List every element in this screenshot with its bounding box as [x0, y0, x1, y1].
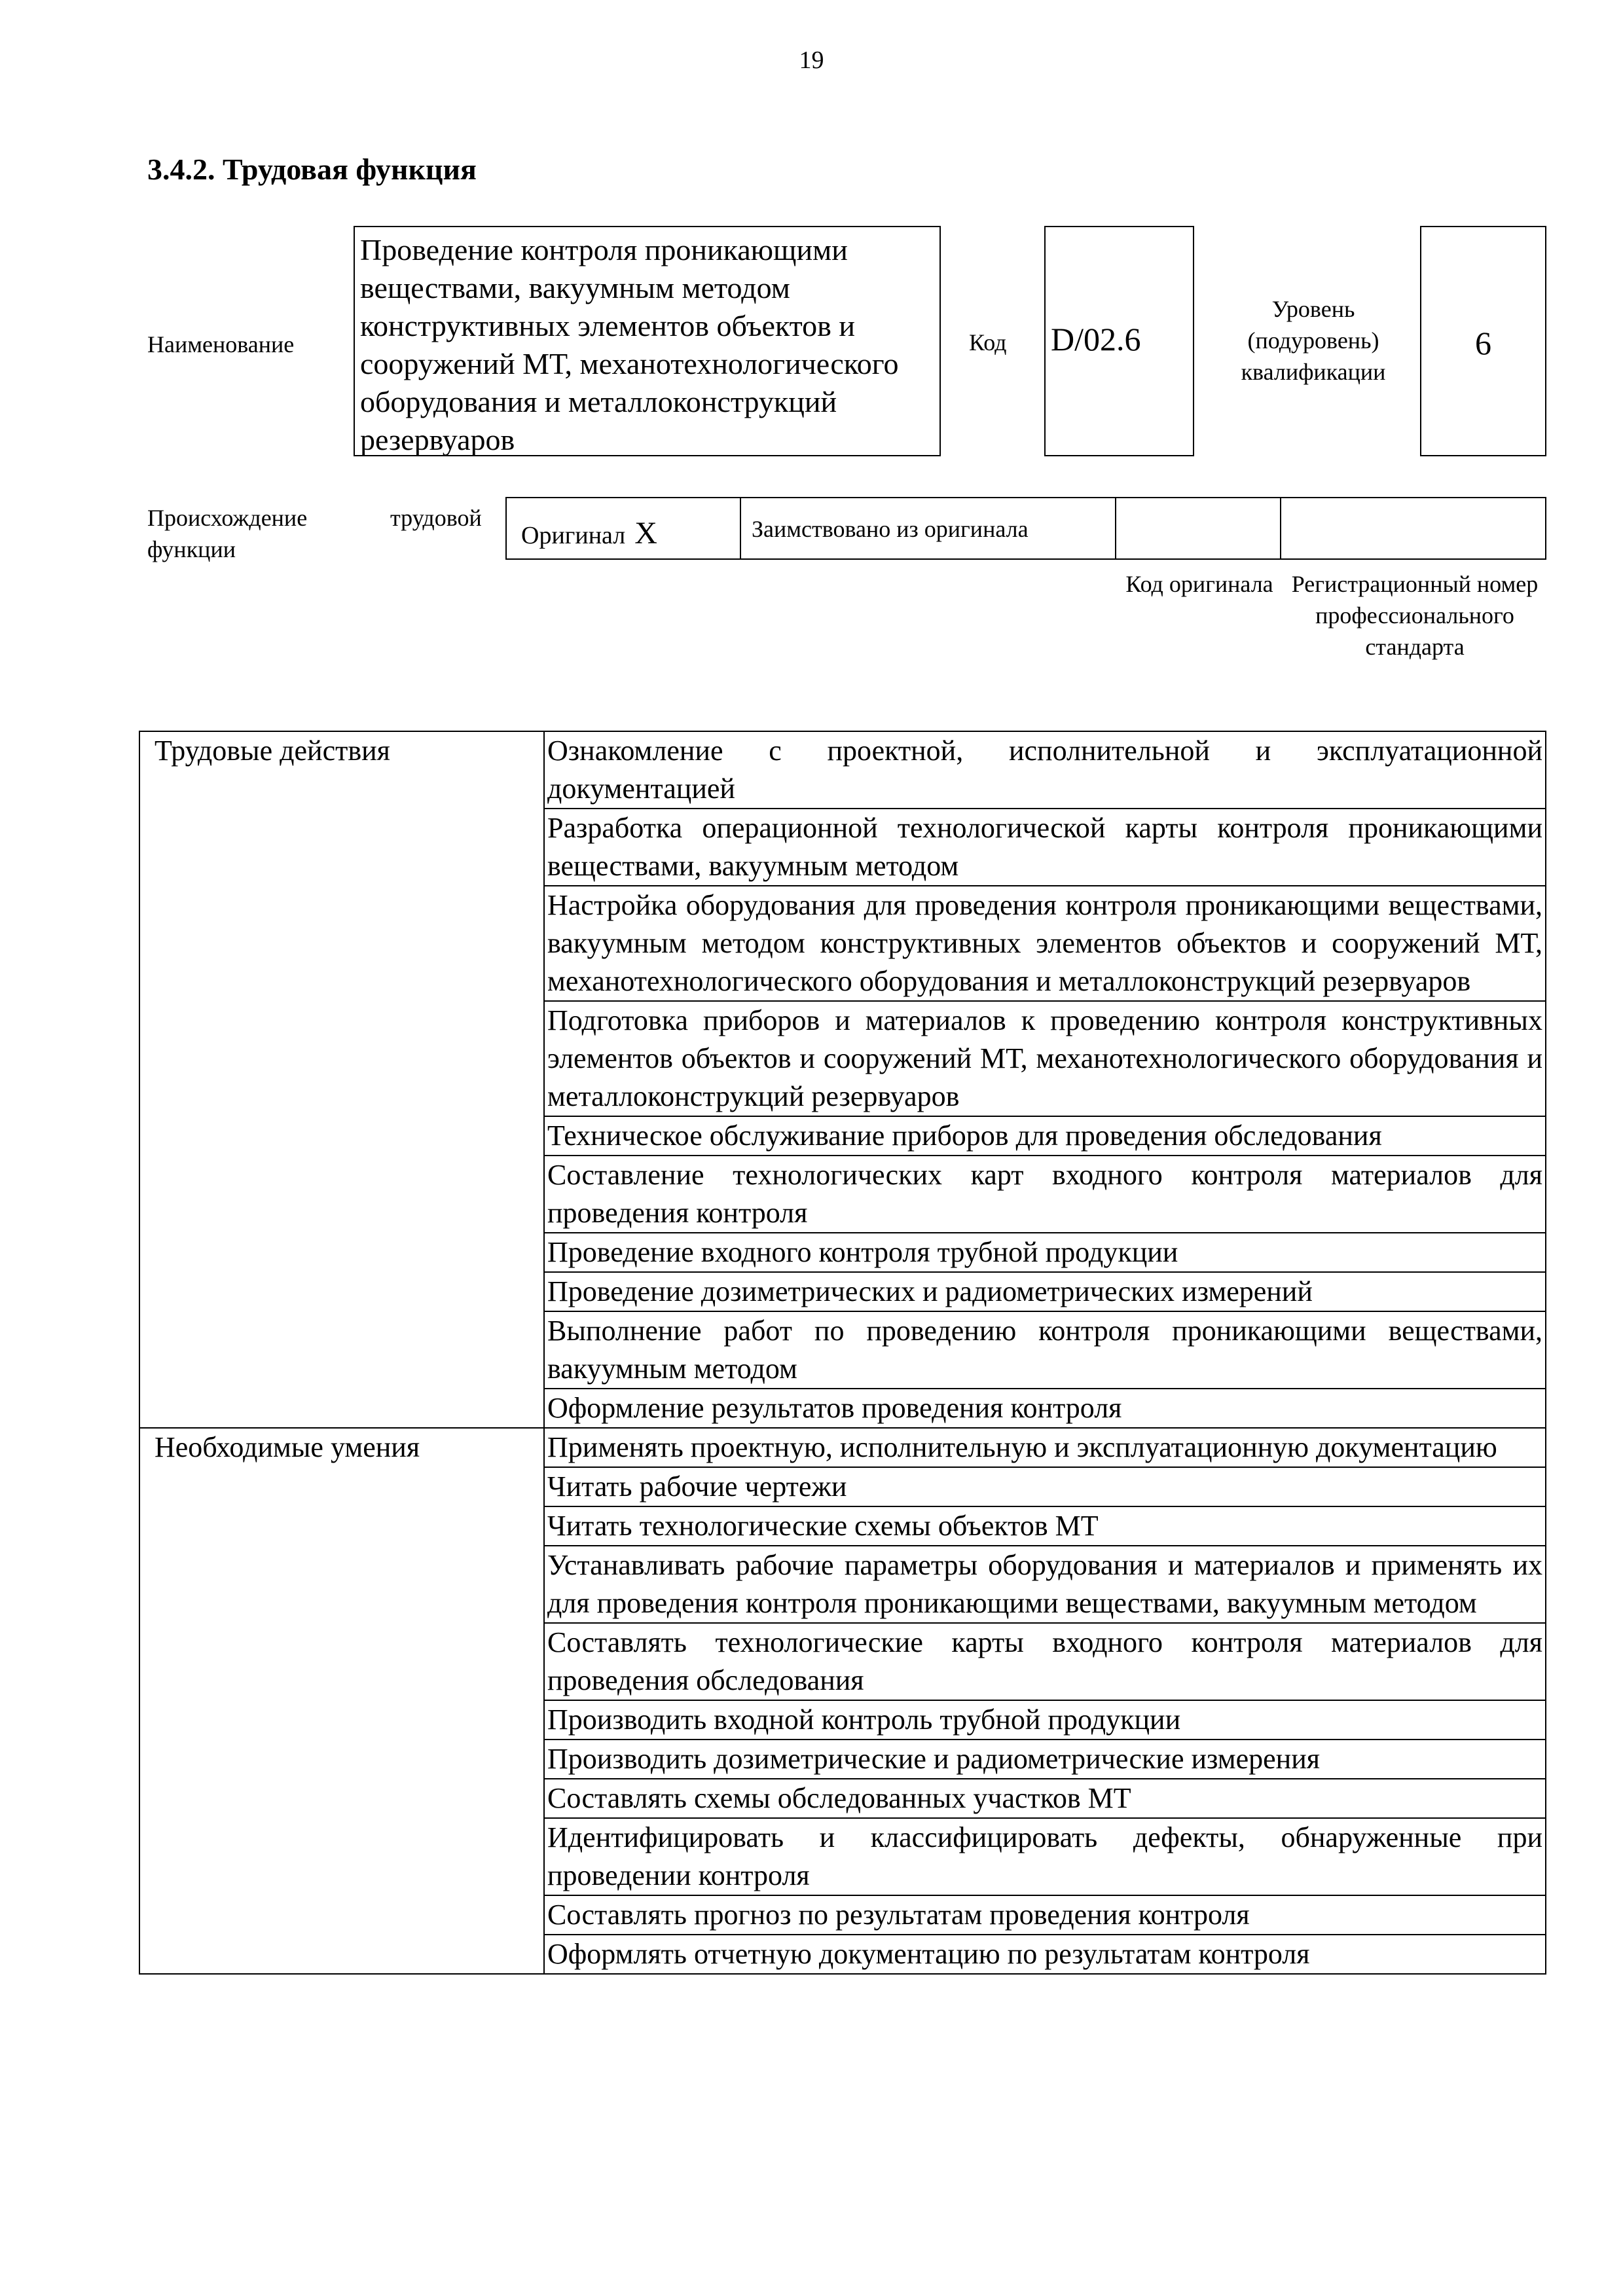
list-item: Выполнение работ по проведению контроля проникающими веществами, вакуумным методом — [544, 1311, 1546, 1389]
list-item: Настройка оборудования для проведения контроля проникающими веществами, вакуумным методом конструктивных элементов объектов и сооружений МТ, механотехнологического оборудования и металлоконструкций резервуаров — [544, 886, 1546, 1001]
list-item: Проведение дозиметрических и радиометрических измерений — [544, 1272, 1546, 1311]
origin-row — [505, 497, 1546, 560]
origin-label-part3: функции — [147, 536, 236, 562]
list-item: Читать рабочие чертежи — [544, 1467, 1546, 1506]
list-item: Идентифицировать и классифицировать дефекты, обнаруженные при проведении контроля — [544, 1818, 1546, 1895]
list-item: Оформление результатов проведения контроля — [544, 1389, 1546, 1428]
code-label: Код — [969, 329, 1007, 355]
origin-original-cell — [507, 498, 741, 558]
list-item: Производить входной контроль трубной продукции — [544, 1700, 1546, 1740]
caption-code-original: Код оригинала — [1125, 571, 1273, 597]
list-item: Составлять технологические карты входного контроля материалов для проведения обследования — [544, 1623, 1546, 1700]
list-item: Применять проектную, исполнительную и эксплуатационную документацию — [544, 1428, 1546, 1467]
list-item: Ознакомление с проектной, исполнительной и эксплуатационной документацией — [544, 731, 1546, 809]
list-item: Оформлять отчетную документацию по результатам контроля — [544, 1935, 1546, 1974]
origin-code-cell — [1116, 498, 1281, 558]
function-table — [139, 731, 1546, 1975]
original-label: Оригинал — [521, 522, 626, 549]
table-row — [139, 1428, 1546, 1467]
list-item: Подготовка приборов и материалов к проведению контроля конструктивных элементов объектов и сооружений МТ, механотехнологического оборудования и металлоконструкций резервуаров — [544, 1001, 1546, 1116]
list-item: Разработка операционной технологической карты контроля проникающими веществами, вакуумным методом — [544, 809, 1546, 886]
list-item: Устанавливать рабочие параметры оборудования и материалов и применять их для проведения контроля проникающими веществами, вакуумным методом — [544, 1546, 1546, 1623]
function-code-field: D/02.6 — [1044, 226, 1194, 456]
list-item: Составлять схемы обследованных участков МТ — [544, 1779, 1546, 1818]
origin-reg-cell — [1281, 498, 1545, 558]
origin-label-part2: трудовой — [390, 505, 482, 531]
level-label: Уровень (подуровень) квалификации — [1241, 296, 1386, 385]
page-number: 19 — [799, 46, 824, 74]
origin-label-part1: Происхождение — [147, 505, 308, 531]
list-item: Читать технологические схемы объектов МТ — [544, 1506, 1546, 1546]
caption-reg-number: Регистрационный номер профессионального стандарта — [1291, 571, 1539, 660]
origin-borrowed-cell: Заимствовано из оригинала — [741, 498, 1116, 558]
list-item: Производить дозиметрические и радиометрические измерения — [544, 1740, 1546, 1779]
list-item: Составление технологических карт входного контроля материалов для проведения контроля — [544, 1156, 1546, 1233]
category-cell: Трудовые действия — [139, 731, 544, 1428]
section-title: 3.4.2. Трудовая функция — [147, 153, 477, 186]
table-row — [139, 731, 1546, 809]
list-item: Техническое обслуживание приборов для проведения обследования — [544, 1116, 1546, 1156]
name-label: Наименование — [147, 331, 295, 357]
function-name-field: Проведение контроля проникающими веществами, вакуумным методом конструктивных элементов объектов и сооружений МТ, механотехнологического оборудования и металлоконструкций резервуаров — [354, 226, 941, 456]
list-item: Проведение входного контроля трубной продукции — [544, 1233, 1546, 1272]
category-cell: Необходимые умения — [139, 1428, 544, 1974]
original-mark: X — [634, 516, 657, 551]
level-field: 6 — [1420, 226, 1546, 456]
list-item: Составлять прогноз по результатам проведения контроля — [544, 1895, 1546, 1935]
